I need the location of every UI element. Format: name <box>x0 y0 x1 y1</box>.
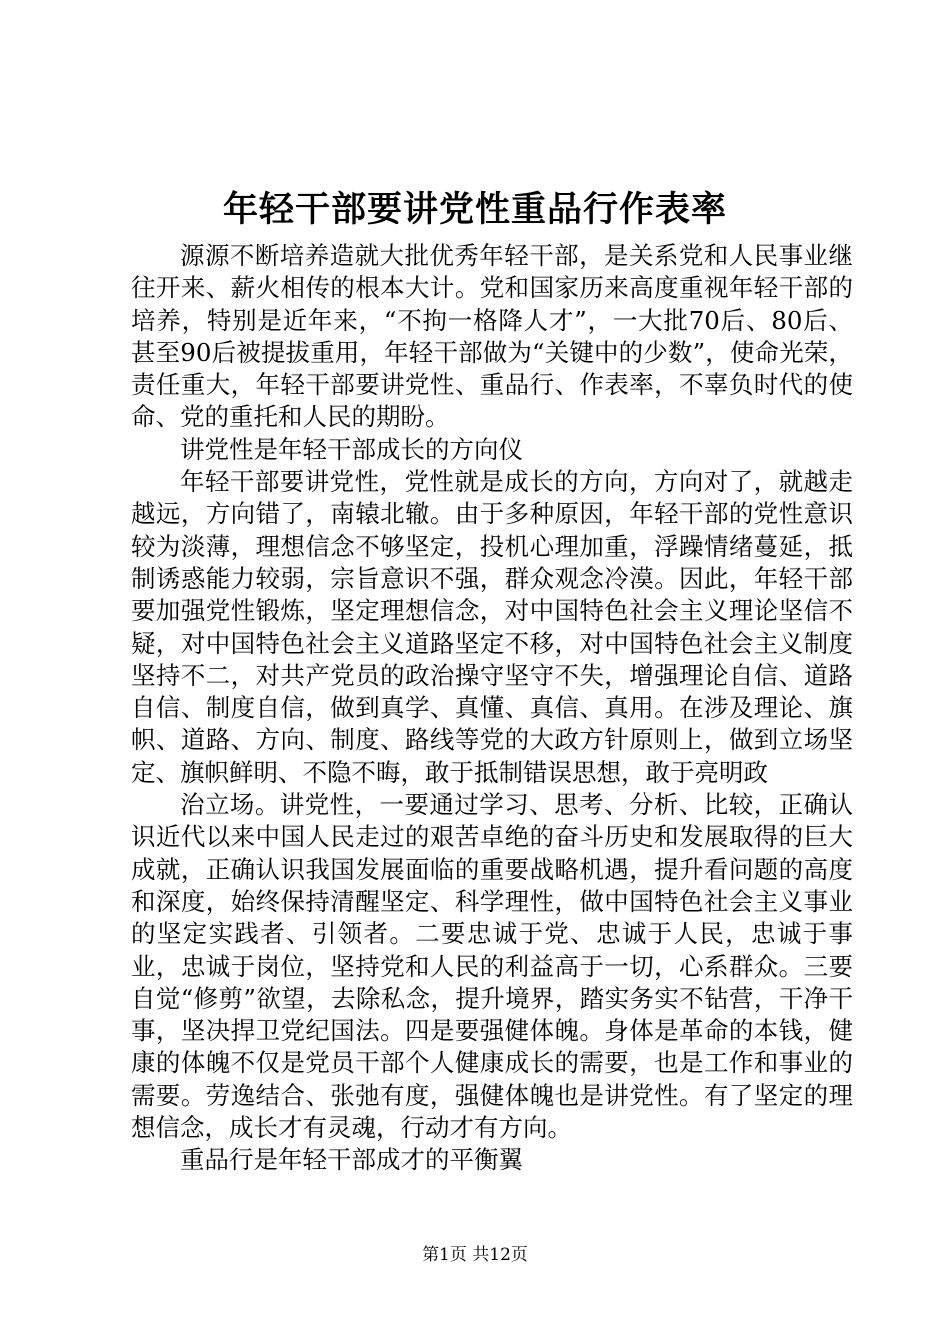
document-title: 年轻干部要讲党性重品行作表率 <box>222 189 727 230</box>
paragraph-political-stance: 治立场。讲党性，一要通过学习、思考、分析、比较，正确认识近代以来中国人民走过的艰苦卓绝的奋斗历史和发展取得的巨大成就，正确认识我国发展面临的重要战略机遇，提升看问题的高度和深度，始终保持清醒坚定、科学理性，做中国特色社会主义事业的坚定实践者、引领者。二要忠诚于党、忠诚于人民，忠诚于事业，忠诚于岗位，坚持党和人民的利益高于一切，心系群众。三要自觉“修剪”欲望，去除私念，提升境界，踏实务实不钻营，干净干事，坚决捍卫党纪国法。四是要强健体魄。身体是革命的本钱，健康的体魄不仅是党员干部个人健康成长的需要，也是工作和事业的需要。劳逸结合、张弛有度，强健体魄也是讲党性。有了坚定的理想信念，成长才有灵魂，行动才有方向。 <box>131 790 853 1143</box>
page-number-footer: 第1页 共12页 <box>422 1245 528 1265</box>
paragraph-party-spirit: 年轻干部要讲党性，党性就是成长的方向，方向对了，就越走越远，方向错了，南辕北辙。由于多种原因，年轻干部的党性意识较为淡薄，理想信念不够坚定，投机心理加重，浮躁情绪蔓延，抵制诱惑能力较弱，宗旨意识不强，群众观念冷漠。因此，年轻干部要加强党性锻炼，坚定理想信念，对中国特色社会主义理论坚信不疑，对中国特色社会主义道路坚定不移，对中国特色社会主义制度坚持不二，对共产党员的政治操守坚守不失，增强理论自信、道路自信、制度自信，做到真学、真懂、真信、真用。在涉及理论、旗帜、道路、方向、制度、路线等党的大政方针原则上，做到立场坚定、旗帜鲜明、不隐不晦，敢于抵制错误思想，敢于亮明政 <box>131 467 853 787</box>
section-heading-party-spirit: 讲党性是年轻干部成长的方向仪 <box>180 434 523 464</box>
section-heading-conduct: 重品行是年轻干部成才的平衡翼 <box>180 1145 523 1175</box>
paragraph-intro: 源源不断培养造就大批优秀年轻干部，是关系党和人民事业继往开来、薪火相传的根本大计。党和国家历来高度重视年轻干部的培养，特别是近年来，“不拘一格降人才”，一大批70后、80后、甚至90后被提拔重用，年轻干部做为“关键中的少数”，使命光荣，责任重大，年轻干部要讲党性、重品行、作表率，不辜负时代的使命、党的重托和人民的期盼。 <box>131 241 853 432</box>
document-body <box>131 240 853 1177</box>
